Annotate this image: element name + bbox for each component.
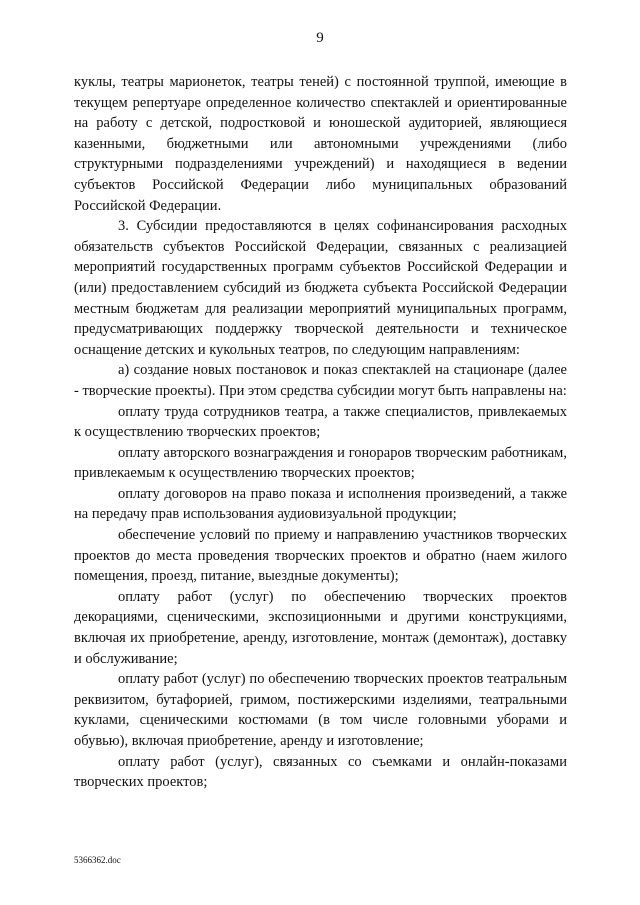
paragraph: обеспечение условий по приему и направлению участников творческих проектов до места проведения творческих проектов и обратно (наем жилого помещения, проезд, питание, выездные документы); [74,527,567,585]
paragraph: оплату авторского вознаграждения и гонораров творческим работникам, привлекаемым к осуществлению творческих проектов; [74,444,567,482]
paragraph: оплату работ (услуг), связанных со съемками и онлайн-показами творческих проектов; [74,753,567,791]
paragraph: оплату труда сотрудников театра, а также специалистов, привлекаемых к осуществлению творческих проектов; [74,403,567,441]
paragraph: куклы, театры марионеток, театры теней) с постоянной труппой, имеющие в текущем репертуаре определенное количество спектаклей и ориентированные на работу с детской, подростковой и юношеской аудиторией, являющиеся казенными, бюджетными или автономными учреждениями (либо структурными подразделениями учреждений) и находящиеся в ведении субъектов Российской Федерации либо муниципальных образований Российской Федерации. [74,74,567,214]
document-id: 5366362.doc [74,855,121,865]
paragraph: оплату договоров на право показа и исполнения произведений, а также на передачу прав использования аудиовизуальной продукции; [74,485,567,523]
paragraph: 3. Субсидии предоставляются в целях софинансирования расходных обязательств субъектов Российской Федерации, связанных с реализацией мероприятий государственных программ субъектов Российской Федерации и (или) предоставлением субсидий из бюджета субъекта Российской Федерации местным бюджетам для реализации мероприятий муниципальных программ, предусматривающих поддержку творческой деятельности и техническое оснащение детских и кукольных театров, по следующим направлениям: [74,218,567,358]
paragraph: а) создание новых постановок и показ спектаклей на стационаре (далее - творческие проекты). При этом средства субсидии могут быть направлены на: [74,362,567,399]
page-number: 9 [316,30,324,46]
paragraph: оплату работ (услуг) по обеспечению творческих проектов театральным реквизитом, бутафорией, гримом, постижерскими изделиями, театральными куклами, сценическими костюмами (в том числе головными уборами и обувью), включая приобретение, аренду и изготовление; [74,671,567,749]
body-text [74,72,567,793]
paragraph: оплату работ (услуг) по обеспечению творческих проектов декорациями, сценическими, экспозиционными и другими конструкциями, включая их приобретение, аренду, изготовление, монтаж (демонтаж), доставку и обслуживание; [74,588,567,667]
